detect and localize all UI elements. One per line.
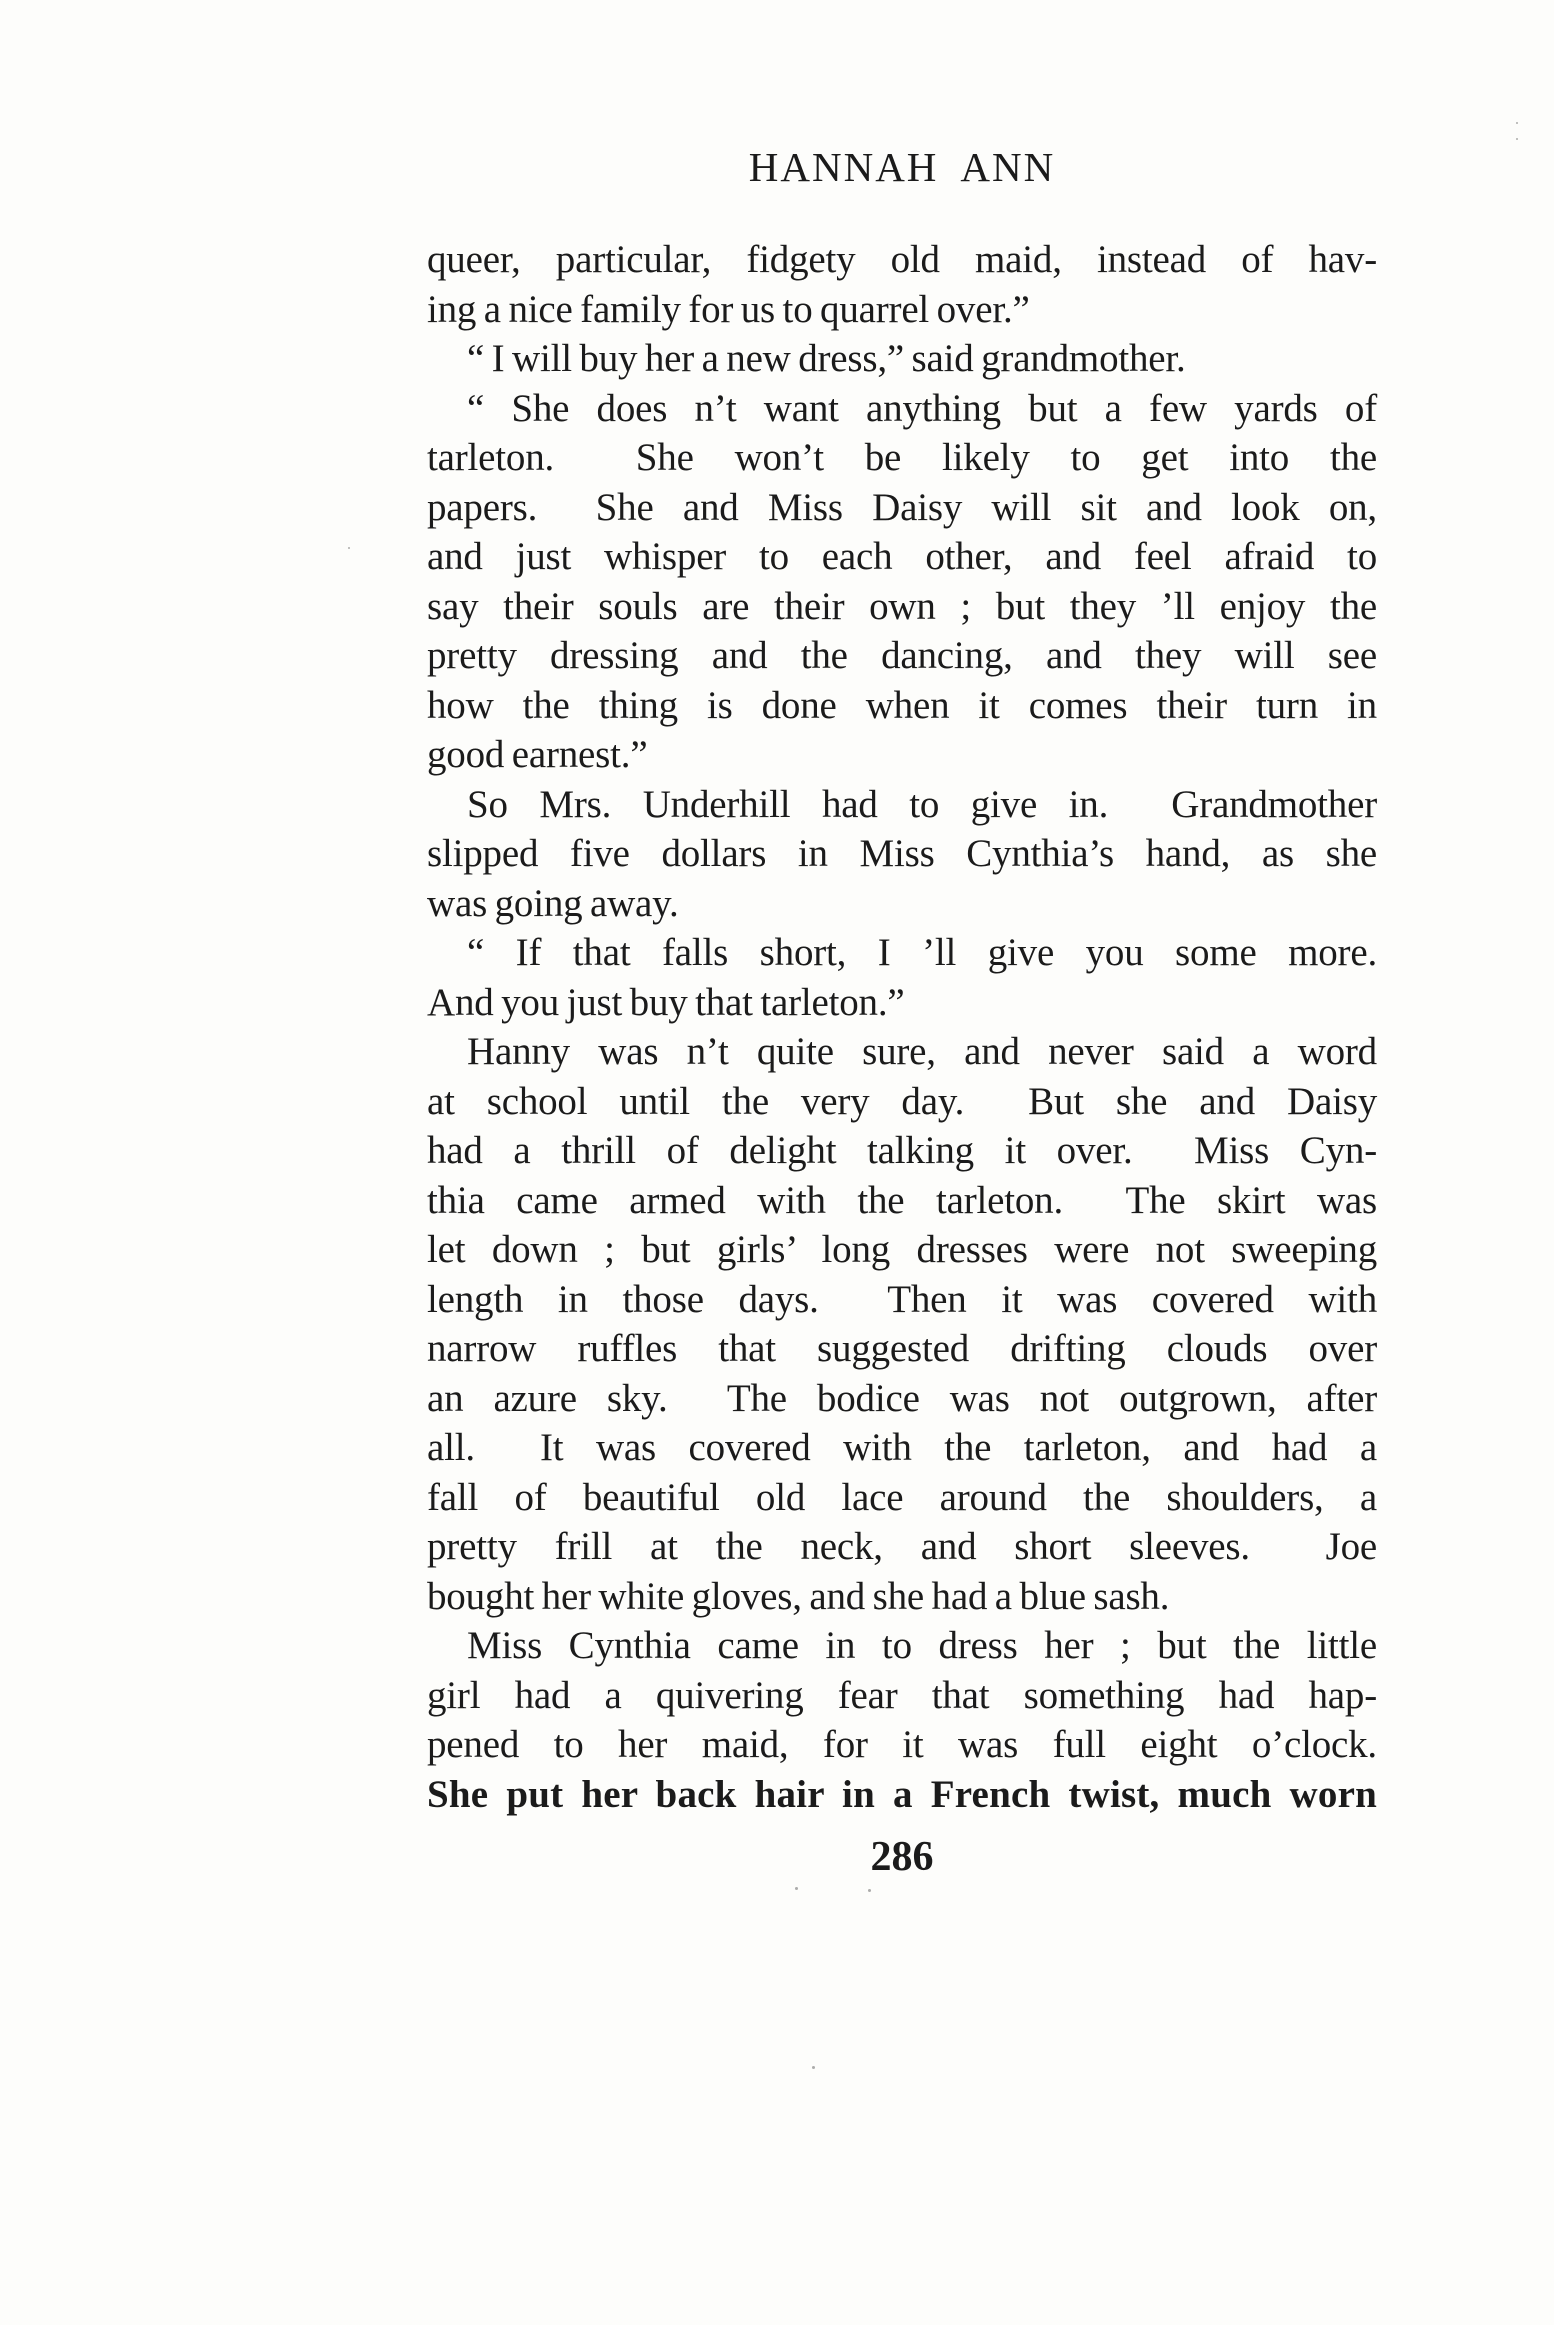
text-line: “ If that falls short, I ’ll give you some more.	[467, 931, 1377, 974]
text-line: tarleton. She won’t be likely to get into the	[427, 436, 1377, 479]
text-line: say their souls are their own ; but they ’ll enjoy the	[427, 584, 1377, 628]
text-line: So Mrs. Underhill had to give in. Grandmother	[467, 782, 1377, 826]
scan-speck	[1516, 122, 1518, 124]
text-line: And you just buy that tarleton.”	[427, 980, 905, 1024]
text-line: was going away.	[427, 881, 679, 925]
text-line: good earnest.”	[427, 733, 648, 776]
text-line: queer, particular, fidgety old maid, instead of hav-	[427, 238, 1377, 281]
text-line: at school until the very day. But she and Daisy	[427, 1079, 1377, 1123]
scan-speck	[795, 1887, 798, 1890]
text-line: an azure sky. The bodice was not outgrown, after	[427, 1376, 1377, 1420]
text-line: fall of beautiful old lace around the shoulders, a	[427, 1475, 1377, 1519]
scan-speck	[1516, 138, 1518, 140]
text-line: narrow ruffles that suggested drifting clouds over	[427, 1327, 1377, 1370]
running-header: HANNAH ANN	[748, 144, 1056, 190]
text-line: slipped five dollars in Miss Cynthia’s hand, as she	[427, 832, 1377, 875]
text-line: let down ; but girls’ long dresses were not sweeping	[427, 1228, 1377, 1271]
text-line: Miss Cynthia came in to dress her ; but the little	[467, 1624, 1377, 1667]
text-line: length in those days. Then it was covered with	[427, 1277, 1377, 1321]
text-line: how the thing is done when it comes their turn in	[427, 683, 1377, 727]
text-line: ing a nice family for us to quarrel over.”	[427, 287, 1030, 331]
text-line: all. It was covered with the tarleton, and had a	[427, 1426, 1377, 1469]
text-line: had a thrill of delight talking it over. Miss Cyn-	[427, 1129, 1377, 1172]
text-line: girl had a quivering fear that something had hap-	[427, 1673, 1377, 1717]
scan-speck	[868, 1889, 871, 1892]
text-line: Hanny was n’t quite sure, and never said a word	[467, 1030, 1377, 1073]
text-line: She put her back hair in a French twist, much worn	[427, 1772, 1377, 1816]
text-line: pretty dressing and the dancing, and they will see	[427, 634, 1377, 677]
text-line: and just whisper to each other, and feel afraid to	[427, 535, 1377, 578]
scan-speck	[348, 547, 350, 549]
text-line: “ She does n’t want anything but a few yards of	[467, 386, 1377, 430]
text-line: pretty frill at the neck, and short sleeves. Joe	[427, 1525, 1377, 1568]
text-line: bought her white gloves, and she had a blue sash.	[427, 1574, 1170, 1618]
text-block	[427, 235, 1377, 1819]
text-line: papers. She and Miss Daisy will sit and look on,	[427, 485, 1377, 529]
text-line: pened to her maid, for it was full eight o’clock.	[427, 1723, 1377, 1766]
text-line: thia came armed with the tarleton. The skirt was	[427, 1178, 1377, 1222]
page-number: 286	[870, 1834, 934, 1880]
text-line: “ I will buy her a new dress,” said grandmother.	[467, 337, 1186, 380]
scan-speck	[812, 2066, 815, 2069]
